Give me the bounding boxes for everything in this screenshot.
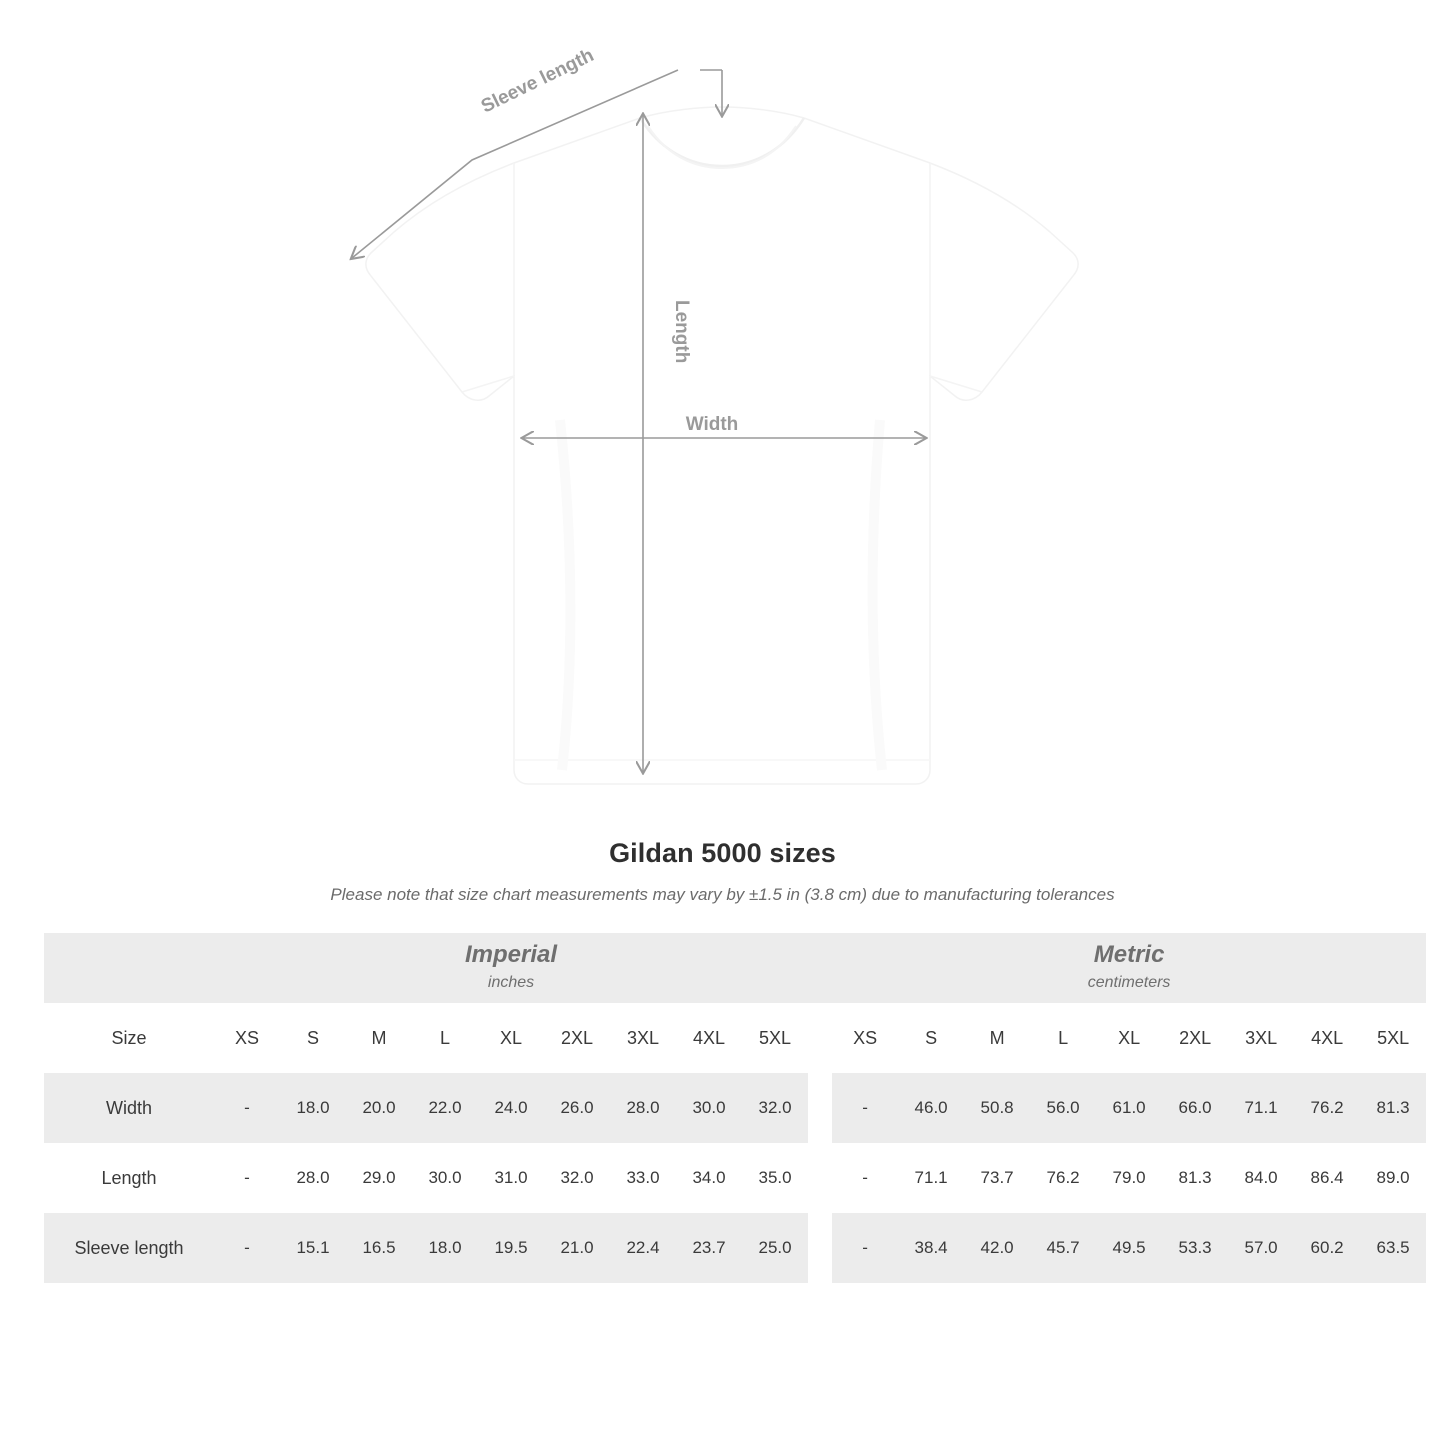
cell-width-imperial-3xl: 28.0 [610, 1073, 676, 1143]
cell-width-imperial-5xl: 32.0 [742, 1073, 808, 1143]
cell-sleeve-metric-l: 45.7 [1030, 1213, 1096, 1283]
cell-width-imperial-2xl: 26.0 [544, 1073, 610, 1143]
row-label-width: Width [44, 1073, 214, 1143]
table-row-sleeve-length [44, 1213, 1426, 1283]
col-head-metric-xl: XL [1096, 1003, 1162, 1073]
cell-length-imperial-4xl: 34.0 [676, 1143, 742, 1213]
col-head-imperial-xl: XL [478, 1003, 544, 1073]
table-row-width [44, 1073, 1426, 1143]
table-row-length [44, 1143, 1426, 1213]
cell-width-metric-4xl: 76.2 [1294, 1073, 1360, 1143]
cell-sleeve-metric-5xl: 63.5 [1360, 1213, 1426, 1283]
header-gap [808, 1003, 832, 1073]
cell-length-imperial-s: 28.0 [280, 1143, 346, 1213]
col-head-imperial-xs: XS [214, 1003, 280, 1073]
cell-sleeve-imperial-3xl: 22.4 [610, 1213, 676, 1283]
unit-spacer [44, 933, 214, 1003]
cell-length-metric-s: 71.1 [898, 1143, 964, 1213]
cell-sleeve-imperial-5xl: 25.0 [742, 1213, 808, 1283]
cell-sleeve-metric-xs: - [832, 1213, 898, 1283]
unit-group-metric [832, 933, 1426, 1003]
col-head-metric-l: L [1030, 1003, 1096, 1073]
cell-width-metric-xs: - [832, 1073, 898, 1143]
cell-length-imperial-m: 29.0 [346, 1143, 412, 1213]
col-head-imperial-4xl: 4XL [676, 1003, 742, 1073]
tshirt-shape [366, 107, 1078, 784]
col-head-metric-2xl: 2XL [1162, 1003, 1228, 1073]
cell-width-imperial-xl: 24.0 [478, 1073, 544, 1143]
unit-group-imperial [214, 933, 808, 1003]
size-header-label: Size [44, 1003, 214, 1073]
cell-sleeve-metric-s: 38.4 [898, 1213, 964, 1283]
col-head-metric-4xl: 4XL [1294, 1003, 1360, 1073]
cell-sleeve-imperial-xl: 19.5 [478, 1213, 544, 1283]
cell-width-imperial-l: 22.0 [412, 1073, 478, 1143]
cell-length-metric-m: 73.7 [964, 1143, 1030, 1213]
chart-title: Gildan 5000 sizes [609, 838, 836, 868]
row-label-length: Length [44, 1143, 214, 1213]
chart-note: Please note that size chart measurements may vary by ±1.5 in (3.8 cm) due to manufacturing tolerances [330, 885, 1115, 904]
cell-width-imperial-4xl: 30.0 [676, 1073, 742, 1143]
cell-sleeve-metric-4xl: 60.2 [1294, 1213, 1360, 1283]
col-head-imperial-s: S [280, 1003, 346, 1073]
cell-width-metric-3xl: 71.1 [1228, 1073, 1294, 1143]
unit-header-row [44, 933, 1426, 1003]
cell-sleeve-metric-m: 42.0 [964, 1213, 1030, 1283]
col-head-metric-m: M [964, 1003, 1030, 1073]
cell-width-metric-l: 56.0 [1030, 1073, 1096, 1143]
cell-length-metric-5xl: 89.0 [1360, 1143, 1426, 1213]
col-head-imperial-m: M [346, 1003, 412, 1073]
cell-sleeve-imperial-s: 15.1 [280, 1213, 346, 1283]
cell-sleeve-imperial-l: 18.0 [412, 1213, 478, 1283]
row-gap-sleeve [808, 1213, 832, 1283]
cell-width-metric-s: 46.0 [898, 1073, 964, 1143]
cell-sleeve-metric-xl: 49.5 [1096, 1213, 1162, 1283]
row-label-sleeve-length: Sleeve length [44, 1213, 214, 1283]
cell-length-metric-xl: 79.0 [1096, 1143, 1162, 1213]
size-header-row [44, 1003, 1426, 1073]
cell-sleeve-imperial-xs: - [214, 1213, 280, 1283]
sleeve-length-label: Sleeve length [477, 44, 598, 118]
cell-length-imperial-5xl: 35.0 [742, 1143, 808, 1213]
cell-length-imperial-l: 30.0 [412, 1143, 478, 1213]
cell-width-imperial-s: 18.0 [280, 1073, 346, 1143]
row-gap-length [808, 1143, 832, 1213]
unit-gap [808, 933, 832, 1003]
cell-width-metric-m: 50.8 [964, 1073, 1030, 1143]
length-label: Length [671, 300, 692, 364]
col-head-metric-5xl: 5XL [1360, 1003, 1426, 1073]
cell-length-imperial-3xl: 33.0 [610, 1143, 676, 1213]
cell-length-imperial-xl: 31.0 [478, 1143, 544, 1213]
unit-group-metric-sub: centimeters [1087, 974, 1171, 992]
cell-width-imperial-m: 20.0 [346, 1073, 412, 1143]
cell-sleeve-imperial-2xl: 21.0 [544, 1213, 610, 1283]
cell-sleeve-metric-2xl: 53.3 [1162, 1213, 1228, 1283]
row-gap-width [808, 1073, 832, 1143]
col-head-metric-xs: XS [832, 1003, 898, 1073]
unit-group-imperial-name: Imperial [465, 941, 558, 969]
col-head-imperial-2xl: 2XL [544, 1003, 610, 1073]
col-head-metric-s: S [898, 1003, 964, 1073]
unit-group-imperial-sub: inches [487, 974, 535, 992]
cell-length-imperial-xs: - [214, 1143, 280, 1213]
cell-length-metric-xs: - [832, 1143, 898, 1213]
cell-length-metric-3xl: 84.0 [1228, 1143, 1294, 1213]
col-head-imperial-5xl: 5XL [742, 1003, 808, 1073]
cell-width-metric-5xl: 81.3 [1360, 1073, 1426, 1143]
cell-length-metric-l: 76.2 [1030, 1143, 1096, 1213]
cell-width-imperial-xs: - [214, 1073, 280, 1143]
cell-width-metric-2xl: 66.0 [1162, 1073, 1228, 1143]
size-table [44, 933, 1426, 1283]
cell-length-metric-4xl: 86.4 [1294, 1143, 1360, 1213]
size-table-wrapper [44, 933, 1410, 1283]
cell-length-metric-2xl: 81.3 [1162, 1143, 1228, 1213]
unit-group-metric-name: Metric [1093, 941, 1165, 969]
col-head-imperial-l: L [412, 1003, 478, 1073]
cell-sleeve-metric-3xl: 57.0 [1228, 1213, 1294, 1283]
cell-width-metric-xl: 61.0 [1096, 1073, 1162, 1143]
col-head-metric-3xl: 3XL [1228, 1003, 1294, 1073]
cell-length-imperial-2xl: 32.0 [544, 1143, 610, 1213]
cell-sleeve-imperial-4xl: 23.7 [676, 1213, 742, 1283]
width-label: Width [685, 414, 739, 435]
col-head-imperial-3xl: 3XL [610, 1003, 676, 1073]
cell-sleeve-imperial-m: 16.5 [346, 1213, 412, 1283]
